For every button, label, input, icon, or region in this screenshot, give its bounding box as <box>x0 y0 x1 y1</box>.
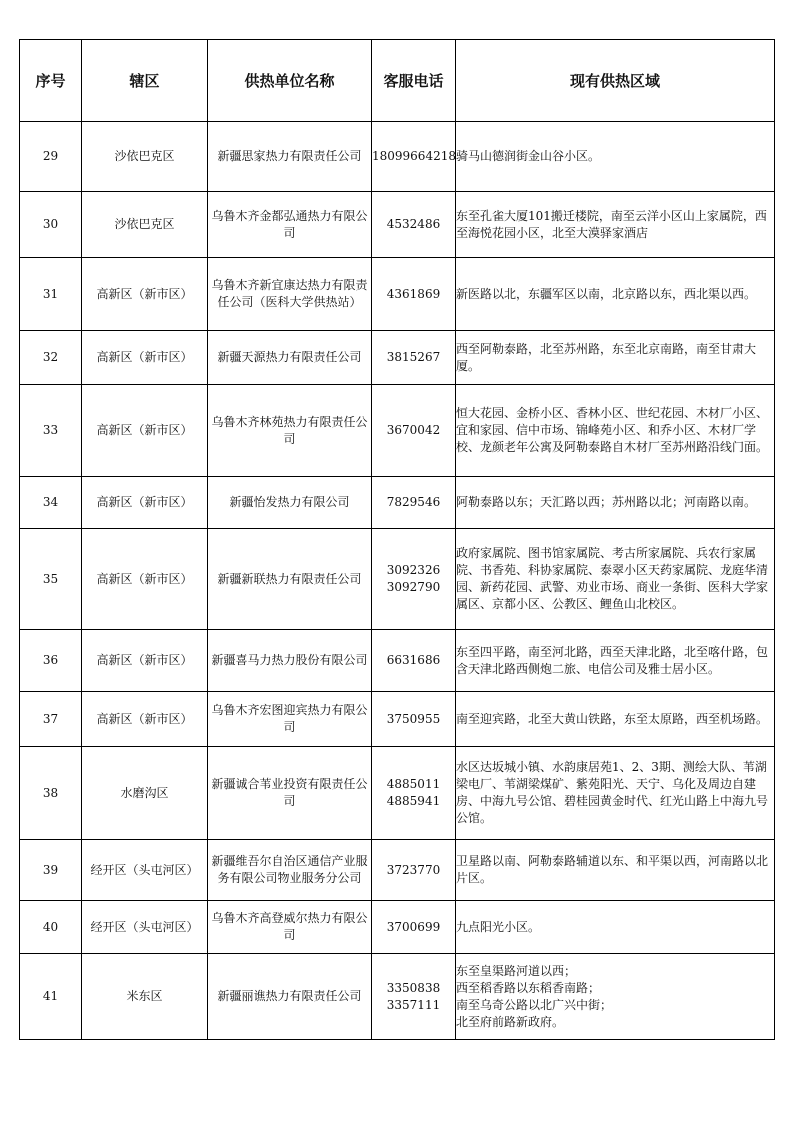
cell-district: 高新区（新市区） <box>82 385 208 477</box>
cell-company: 新疆诚合苇业投资有限责任公司 <box>208 747 372 840</box>
cell-serial: 38 <box>20 747 82 840</box>
area-text: 西至阿勒泰路，北至苏州路，东至北京南路，南至甘肃大厦。 <box>456 341 757 373</box>
area-text: 东至四平路，南至河北路，西至天津北路，北至喀什路，包含天津北路西侧炮二旅、电信公司及雅士居小区。 <box>456 644 769 676</box>
cell-phone <box>372 258 456 331</box>
cell-phone <box>372 477 456 529</box>
cell-phone <box>372 630 456 692</box>
table-row <box>20 529 775 630</box>
cell-company: 新疆思家热力有限责任公司 <box>208 122 372 192</box>
header-company: 供热单位名称 <box>208 40 372 122</box>
cell-company: 乌鲁木齐林苑热力有限责任公司 <box>208 385 372 477</box>
cell-area <box>456 747 775 840</box>
table-row <box>20 122 775 192</box>
phone-number: 4532486 <box>386 217 441 231</box>
table-row <box>20 385 775 477</box>
area-text: 水区达坂城小镇、水韵康居苑1、2、3期、测绘大队、苇湖梁电厂、苇湖梁煤矿、紫苑阳光、天宁、乌化及周边自建房、中海九号公馆、碧桂园黄金时代、红光山路上中海九号公馆。 <box>456 760 769 825</box>
cell-phone <box>372 747 456 840</box>
phone-number: 6631686 <box>386 653 441 667</box>
header-district: 辖区 <box>82 40 208 122</box>
cell-phone <box>372 901 456 954</box>
phone-number: 3350838 <box>386 980 441 995</box>
cell-serial: 39 <box>20 840 82 901</box>
table-row <box>20 692 775 747</box>
area-text: 九点阳光小区。 <box>456 919 541 934</box>
cell-district: 沙依巴克区 <box>82 192 208 258</box>
table-row <box>20 840 775 901</box>
cell-district: 水磨沟区 <box>82 747 208 840</box>
cell-district: 高新区（新市区） <box>82 258 208 331</box>
cell-serial: 29 <box>20 122 82 192</box>
cell-phone <box>372 385 456 477</box>
table-row <box>20 630 775 692</box>
cell-phone <box>372 529 456 630</box>
area-text: 骑马山德润街金山谷小区。 <box>456 149 601 163</box>
cell-area <box>456 529 775 630</box>
cell-district: 沙依巴克区 <box>82 122 208 192</box>
phone-number: 4885941 <box>386 794 441 808</box>
cell-serial: 30 <box>20 192 82 258</box>
cell-district: 高新区（新市区） <box>82 529 208 630</box>
area-text: 东至皇渠路河道以西； <box>456 963 577 978</box>
cell-phone <box>372 331 456 385</box>
cell-district: 高新区（新市区） <box>82 477 208 529</box>
cell-company: 乌鲁木齐高登威尔热力有限公司 <box>208 901 372 954</box>
cell-district: 米东区 <box>82 954 208 1040</box>
cell-serial: 33 <box>20 385 82 477</box>
cell-area <box>456 901 775 954</box>
phone-number: 3750955 <box>386 711 441 726</box>
cell-area <box>456 385 775 477</box>
cell-area <box>456 840 775 901</box>
cell-district: 高新区（新市区） <box>82 331 208 385</box>
cell-serial: 34 <box>20 477 82 529</box>
phone-number: 3092790 <box>386 580 441 594</box>
cell-serial: 40 <box>20 901 82 954</box>
table-row <box>20 954 775 1040</box>
cell-serial: 31 <box>20 258 82 331</box>
phone-number: 3700699 <box>386 919 441 934</box>
area-text: 南至迎宾路，北至大黄山铁路，东至太原路，西至机场路。 <box>456 711 769 726</box>
table-header-row <box>20 40 775 122</box>
table-row <box>20 258 775 331</box>
phone-number: 7829546 <box>386 495 441 509</box>
phone-number: 3670042 <box>386 423 441 437</box>
cell-phone <box>372 954 456 1040</box>
cell-company: 乌鲁木齐宏图迎宾热力有限公司 <box>208 692 372 747</box>
cell-area <box>456 331 775 385</box>
table-row <box>20 901 775 954</box>
cell-area <box>456 192 775 258</box>
cell-phone <box>372 122 456 192</box>
cell-serial: 32 <box>20 331 82 385</box>
cell-serial: 37 <box>20 692 82 747</box>
cell-area <box>456 954 775 1040</box>
area-text: 北至府前路新政府。 <box>456 1014 565 1029</box>
area-text: 卫星路以南、阿勒泰路辅道以东、和平渠以西，河南路以北片区。 <box>456 854 769 885</box>
phone-number: 4361869 <box>386 286 441 301</box>
cell-company: 新疆怡发热力有限公司 <box>208 477 372 529</box>
table-row <box>20 477 775 529</box>
cell-company: 新疆维吾尔自治区通信产业服务有限公司物业服务分公司 <box>208 840 372 901</box>
table-row <box>20 747 775 840</box>
phone-number: 18099664218 <box>372 149 456 163</box>
cell-area <box>456 122 775 192</box>
cell-district: 高新区（新市区） <box>82 692 208 747</box>
heating-supply-table <box>19 39 775 1040</box>
cell-area <box>456 258 775 331</box>
table-row <box>20 331 775 385</box>
cell-company: 乌鲁木齐金都弘通热力有限公司 <box>208 192 372 258</box>
phone-number: 3357111 <box>386 997 441 1012</box>
cell-company: 新疆新联热力有限责任公司 <box>208 529 372 630</box>
header-serial: 序号 <box>20 40 82 122</box>
header-phone: 客服电话 <box>372 40 456 122</box>
area-text: 西至稻香路以东稻香南路； <box>456 980 601 995</box>
cell-area <box>456 692 775 747</box>
cell-company: 新疆天源热力有限责任公司 <box>208 331 372 385</box>
cell-phone <box>372 692 456 747</box>
cell-district: 高新区（新市区） <box>82 630 208 692</box>
cell-company: 乌鲁木齐新宜康达热力有限责任公司（医科大学供热站） <box>208 258 372 331</box>
cell-serial: 36 <box>20 630 82 692</box>
cell-serial: 35 <box>20 529 82 630</box>
phone-number: 3815267 <box>386 350 441 364</box>
phone-number: 3723770 <box>386 862 441 877</box>
cell-serial: 41 <box>20 954 82 1040</box>
cell-phone <box>372 840 456 901</box>
cell-company: 新疆喜马力热力股份有限公司 <box>208 630 372 692</box>
table-row <box>20 192 775 258</box>
area-text: 阿勒泰路以东；天汇路以西；苏州路以北；河南路以南。 <box>456 495 757 509</box>
cell-district: 经开区（头屯河区） <box>82 840 208 901</box>
phone-number: 3092326 <box>386 563 441 577</box>
cell-district: 经开区（头屯河区） <box>82 901 208 954</box>
area-text: 南至乌奇公路以北广兴中街； <box>456 997 613 1012</box>
cell-area <box>456 630 775 692</box>
area-text: 恒大花园、金桥小区、香林小区、世纪花园、木材厂小区、宜和家园、信中市场、锦峰苑小区、和乔小区、木材厂学校、龙颜老年公寓及阿勒泰路自木材厂至苏州路沿线门面。 <box>456 406 769 454</box>
cell-company: 新疆丽谯热力有限责任公司 <box>208 954 372 1040</box>
header-area: 现有供热区域 <box>456 40 775 122</box>
area-text: 东至孔雀大厦101搬迁楼院，南至云洋小区山上家属院，西至海悦花园小区，北至大漠驿家酒店 <box>456 208 767 240</box>
cell-phone <box>372 192 456 258</box>
area-text: 新医路以北，东疆军区以南，北京路以东，西北渠以西。 <box>456 286 757 301</box>
area-text: 政府家属院、图书馆家属院、考古所家属院、兵农行家属院、书香苑、科协家属院、泰翠小区天药家属院、龙庭华清园、新药花园、武警、劝业市场、商业一条街、医科大学家属区、京都小区、公教区、鲤鱼山北校区。 <box>456 546 769 611</box>
phone-number: 4885011 <box>386 777 441 791</box>
cell-area <box>456 477 775 529</box>
